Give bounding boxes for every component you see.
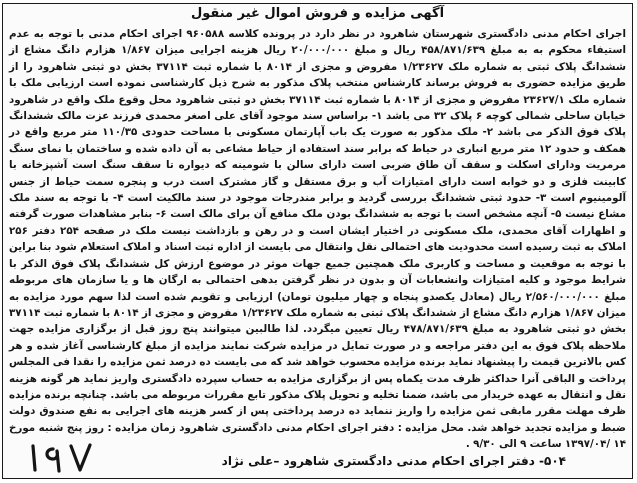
notice-title: آگهی مزایده و فروش اموال غیر منقول	[190, 6, 445, 21]
handwritten-number-stamp	[23, 440, 95, 474]
signature-line: ۵۰۴- دفتر اجرای احکام مدنی دادگستری شاهرود –علی نژاد	[221, 454, 566, 468]
auction-notice	[2, 3, 633, 479]
notice-body: اجرای احکام مدنی دادگستری شهرستان شاهرود در نظر دارد در پرونده کلاسه ۹۶۰۵۸۸ اجرای احکام مدنی با توجه به عدم استیفاء محکوم به به مبلغ ۴۵۸/۸۷۱/۶۳۹ ریال و مبلغ ۲۰/۰۰۰/۰۰۰ ریال هزینه اجرایی میزان ۱/۸۶۷ هزارم دانگ مشاع از ششدانگ پلاک ثبتی به شماره ملک ۱/۲۳۶۲۷ مفروض و مجزی از ۸۰۱۴ با شماره ثبت ۳۷۱۱۴ بخش دو ثبتی شاهرود را از طریق مزایده حضوری به فروش برساند کارشناس منتخب پلاک مذکور به شرح ذیل کارشناسی نموده است ارزیابی ملک با شماره ملک ۲۳۶۲۷/۱ مفروض و مجزی از ۸۰۱۴ با شماره ثبت ۳۷۱۱۴ بخش دو ثبتی شاهرود محل وقوع ملک واقع در شاهرود خیابان ساحلی شمالی کوچه ۶ پلاک ۳۲ می باشد ۱- براساس سند موجود آقای علی اصغر محمدی فرزند عزت مالک ششدانگ پلاک فوق الذکر می باشد ۲- ملک مذکور به صورت یک باب آپارتمان مسکونی با مساحت حدودی ۱۱۰/۳۵ متر مربع واقع در همکف و حدود ۱۲ متر مربع انباری در حیاط که برابر سند استفاده از حیاط مشاعی به آن داده شده و ساختمان با نمای سنگ مرمریت ودارای اسکلت و سقف آن طاق ضربی است دارای سالن با شومینه که دیواره تا سقف سنگ است آشپزخانه با کابینت فلزی و دو خوابه است دارای امتیازات آب و برق مستقل و گاز مشترک است درب و پنجره سمت حیاط از جنس آلومینیوم است ۳- حدود ثبتی ششدانگ بررسی گردید و برابر مندرجات موجود در سند مالکیت است ۴- با توجه به سند ملک مشاع نیست ۵- آنچه مشخص است با توجه به ششدانگ بودن ملک منافع آن برای مالک است ۶- بنابر مشاهدات صورت گرفته و اظهارات آقای محمدی، ملک مسکونی در اختیار ایشان است و در رهن و بازداشت نیست ملک در صفحه ۲۵۴ دفتر ۲۵۶ املاک به ثبت رسیده است محدودیت های احتمالی نقل وانتقال می بایست از اداره ثبت اسناد و املاک استعلام شود بنا براین با توجه به موقعیت و مساحت و کاربری ملک همچنین جمیع جهات موثر در موضوع ارزش کل ششدانگ پلاک فوق الذکر با شرایط موجود و کلیه امتیازات وانشعابات آن و بدون در نظر گرفتن بدهی احتمالی به ارگان ها و یا سازمان های مربوطه مبلغ ۲/۵۶۰/۰۰۰/۰۰۰ ریال (معادل یکصدو پنجاه و چهار میلیون تومان) ارزیابی و تقویم شده است لذا سهم مورد مزایده به میزان ۱/۸۶۷ هزارم دانگ مشاع از ششدانگ پلاک ثبتی به شماره ملک ۱/۲۳۶۲۷ مفروض و مجزی از ۸۰۱۴ با شماره ثبت ۳۷۱۱۴ بخش دو ثبتی شاهرود به مبلغ ۴۷۸/۸۷۱/۶۳۹ ریال تعیین میگردد. لذا طالبین میتوانند پنج روز قبل از برگزاری مزایده جهت ملاحظه پلاک فوق به این دفتر مراجعه و در صورت تمایل در مزایده شرکت نمایند مزایده از مبلغ کارشناسی آغاز شده و هر کس بالاترین قیمت را پیشنهاد نماید برنده مزایده محسوب خواهد شد که می بایست ده درصد ثمن مزایده را نقدا فی المجلس پرداخت و الباقی آنرا حداکثر ظرف مدت یکماه پس از برگزاری مزایده به حساب سپرده دادگستری واریز نماید هر گونه هزینه نقل و انتقال به عهده خریدار می باشد، ضمنا تخلیه و تحویل پلاک مذکور تابع مقررات مربوطه می باشد. چنانچه برنده مزایده ظرف مهلت مقرر مابقی ثمن مزایده را واریز ننماید ده درصد پرداختی پس از کسر هزینه های اجرایی به نفع صندوق دولت ضبط و مزایده تجدید خواهد شد. محل مزایده : دفتر اجرای احکام مدنی دادگستری شاهرود زمان مزایده : روز پنج شنبه مورخ ۱۴ /۱۳۹۷/۰۴ ساعت ۹ الی ۹/۳۰ .	[9, 28, 627, 451]
handwritten-number-icon	[23, 440, 95, 474]
notice-footer	[3, 438, 632, 474]
